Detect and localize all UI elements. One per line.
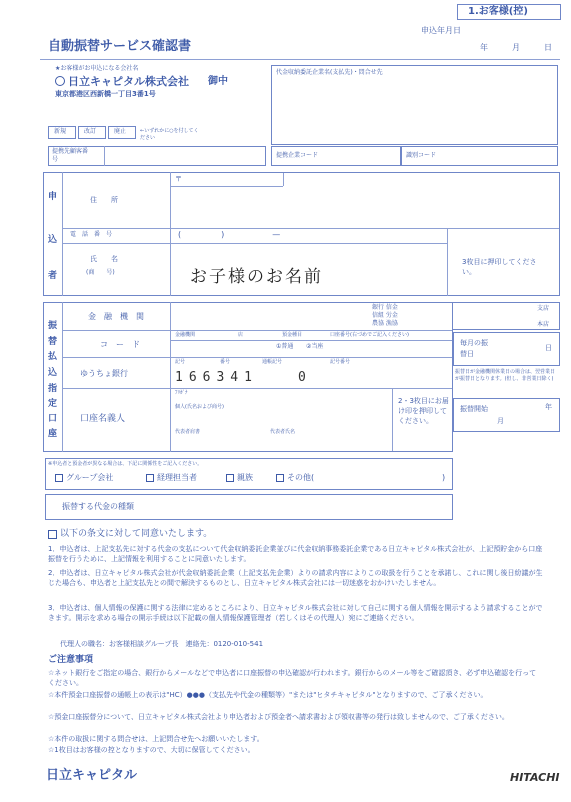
transfer-start-label: 振替開始	[460, 405, 488, 413]
term-contact: 代理人の職名：お客様相談グループ長 連絡先：0120-010-541	[60, 640, 264, 648]
deposit-type-current[interactable]: ②当座	[306, 343, 324, 350]
bank-type-3: 農協 漁協	[372, 320, 398, 327]
yucho-digits[interactable]: 166341	[175, 370, 258, 385]
term-3: 3．申込者は、個人情報の保護に関する法律に定めるところにより、日立キャピタル株式会社に対して自己に関する個人情報を開示するよう請求することができます。開示を求める場合の開示手続は以下記載の個人情報保護管理者（若しくはその代理人）宛にご連絡ください。	[48, 604, 543, 622]
page-title: 自動振替サービス確認書	[48, 39, 192, 54]
yucho-sub-1: 記号	[175, 359, 186, 365]
bank-side-5: 指	[48, 384, 58, 394]
id-code-label: 識別コード	[406, 152, 437, 159]
institution-label: 金 融 機 関	[88, 312, 144, 321]
name-sub-label: (商 号)	[86, 269, 115, 276]
yucho-sub-4: 記号番号	[330, 359, 351, 365]
holder-label: 口座名義人	[80, 414, 126, 424]
bank-side-8: 座	[48, 429, 58, 439]
note-5: ☆1枚目はお客様の控となりますので、大切に保管してください。	[48, 746, 255, 754]
transfer-start-year: 年	[545, 403, 552, 411]
bank-side-2: 替	[48, 337, 58, 347]
addressee-honorific: 御中	[208, 76, 228, 87]
addressee-address: 東京都港区西新橋一丁目3番1号	[55, 90, 156, 98]
yucho-sub-3: 通帳記号	[262, 359, 283, 365]
applicant-side-2: 込	[48, 235, 58, 245]
postal-box-rule	[171, 186, 283, 187]
yucho-label: ゆうちょ銀行	[80, 369, 128, 378]
bank-side-divider	[62, 302, 63, 452]
transfer-day-note: 振替日が金融機関休業日の場合は、翌営業日が振替日となります。(但し、非営業日除く)	[455, 369, 556, 382]
institution-input[interactable]	[171, 303, 452, 330]
code-row-rule	[62, 357, 452, 358]
relation-group-label: グループ会社	[66, 473, 114, 482]
yucho-end[interactable]: 0	[298, 370, 312, 385]
payee-box	[271, 65, 558, 145]
postal-mark: 〒	[175, 175, 182, 183]
applicant-side-divider	[62, 172, 63, 296]
relation-other-label: その他(	[287, 473, 315, 482]
branch-type-1: 支店	[537, 305, 550, 312]
holder-seal-divider	[392, 389, 393, 451]
code-sub-4: 口座番号(右づめでご記入ください)	[330, 332, 409, 338]
agree-label: 以下の条文に対して同意いたします。	[60, 529, 213, 539]
addressee-company: 日立キャピタル株式会社	[68, 75, 189, 88]
partner-code-label: 提携企業コード	[276, 152, 319, 159]
date-day: 日	[544, 43, 552, 52]
notes-title: ご注意事項	[48, 655, 94, 665]
term-2: 2．申込者は、日立キャピタル株式会社が代金収納委託企業（上記支払先企業）よりの請求内容によりこの取扱を行うことを承諾し、これに関し後日紛議が生じた場合も、申込者と上記支払先との間で解決するものとし、日立キャピタル株式会社には一切迷惑をおかけいたしません。	[48, 569, 543, 587]
postal-box-end	[283, 173, 284, 186]
date-month: 月	[512, 43, 520, 52]
holder-seal-note: 2・3枚目にお届け印を押印してください。	[398, 397, 449, 425]
payee-label: 代金収納委託企業名(支払先)・問合せ先	[276, 69, 383, 76]
addressee-note: ★お客様がお申込になる会社名	[55, 65, 139, 72]
address-input[interactable]	[171, 173, 559, 228]
holder-input[interactable]	[171, 389, 391, 451]
branch-input[interactable]	[453, 302, 560, 330]
name-label: 氏 名	[90, 255, 118, 263]
footer-brand-en: HITACHI	[510, 771, 560, 784]
bank-side-1: 振	[48, 321, 58, 331]
product-label: 振替する代金の種類	[62, 502, 134, 511]
note-4: ☆本件の取扱に関する問合せは、上記問合せ先へお願いいたします。	[48, 735, 264, 743]
relation-checkbox-family[interactable]	[226, 474, 234, 482]
footer-brand-jp: 日立キャピタル	[46, 768, 138, 783]
deposit-type-ordinary[interactable]: ①普通	[276, 343, 294, 350]
agree-checkbox[interactable]	[48, 530, 57, 539]
seal-col-divider	[447, 228, 448, 296]
partner-divider	[104, 146, 105, 166]
code-sub-2: 店	[238, 332, 244, 338]
type-option-new-label: 新規	[54, 128, 67, 135]
note-2: ☆本件預金口座振替の通帳上の表示は"HC）●●●（支払先や代金の種類等）"または"ヒタチキャピタル"となりますので、ご了承ください。	[48, 691, 488, 699]
bank-side-7: 口	[48, 414, 58, 424]
relation-checkbox-other[interactable]	[276, 474, 284, 482]
bank-code-input[interactable]	[171, 341, 271, 357]
holder-sub-1: ﾌﾘｶﾞﾅ	[175, 390, 188, 396]
relation-accounting-label: 経理担当者	[157, 473, 197, 482]
bank-side-4: 込	[48, 368, 58, 378]
bank-side-6: 定	[48, 399, 58, 409]
term-1: 1．申込者は、上記支払先に対する代金の支払について代金収納委託企業並びに代金収納事務委託企業である日立キャピタル株式会社が、上記預貯金から口座振替を行うために、上記情報を利用することに同意いたします。	[48, 545, 543, 563]
bank-type-2: 信組 労金	[372, 312, 398, 319]
applicant-side-3: 者	[48, 271, 58, 281]
type-note: ←いずれかに○を付してください	[140, 128, 199, 141]
title-rule	[40, 59, 560, 60]
transfer-day-label: 毎月の振替日	[460, 339, 488, 358]
relation-family-label: 親族	[237, 473, 253, 482]
partner-label: 提携先顧客番号	[52, 148, 89, 163]
relation-checkbox-accounting[interactable]	[146, 474, 154, 482]
account-number-input[interactable]	[330, 341, 452, 357]
institution-row-rule	[62, 330, 452, 331]
bank-side-3: 払	[48, 352, 58, 362]
holder-sub-4: 代表者氏名	[270, 429, 296, 435]
relation-note: ※申込者と預金者が異なる場合は、下記に関係性をご記入ください。	[48, 461, 203, 467]
relation-checkbox-group[interactable]	[55, 474, 63, 482]
type-option-revise-label: 改訂	[84, 128, 97, 135]
branch-type-2: 本店	[537, 321, 550, 328]
phone-row-rule	[62, 243, 447, 244]
holder-sub-3: 代表者肩書	[175, 429, 201, 435]
date-label: 申込年月日	[421, 26, 461, 35]
yucho-sub-2: 番号	[220, 359, 231, 365]
hitachi-logo-icon	[55, 76, 65, 86]
code-sub-3: 預金種目	[282, 332, 303, 338]
transfer-start-month: 月	[497, 417, 504, 425]
transfer-day-unit: 日	[545, 344, 552, 352]
applicant-side-1: 申	[48, 192, 58, 202]
phone-label: 電 話 番 号	[70, 231, 113, 238]
phone-input[interactable]: ( ) —	[178, 230, 281, 239]
address-label: 住 所	[90, 196, 118, 204]
date-year: 年	[480, 43, 488, 52]
bank-type-1: 銀行 信金	[372, 304, 398, 311]
type-option-abolish-label: 廃止	[114, 128, 127, 135]
copy-label: 1.お客様(控)	[468, 6, 528, 17]
applicant-seal-note: 3枚目に押印してください。	[462, 258, 537, 276]
address-row-rule	[62, 228, 559, 229]
applicant-name-value[interactable]: お子様のお名前	[190, 267, 323, 287]
code-label: コ ー ド	[100, 340, 140, 349]
note-1: ☆ネット銀行をご指定の場合、銀行からメールなどで申込者に口座振替の申込確認が行われます。銀行からのメール等をご確認頂き、必ず申込確認を行ってください。	[48, 669, 537, 687]
holder-sub-2: 個人(氏名および商号)	[175, 404, 224, 410]
note-3: ☆預金口座振替分について、日立キャピタル株式会社より申込者および預金者へ請求書および領収書等の発行は致しませんので、ご了承ください。	[48, 713, 509, 721]
code-sub-1: 金融機関	[175, 332, 196, 338]
relation-other-close: )	[442, 473, 446, 482]
